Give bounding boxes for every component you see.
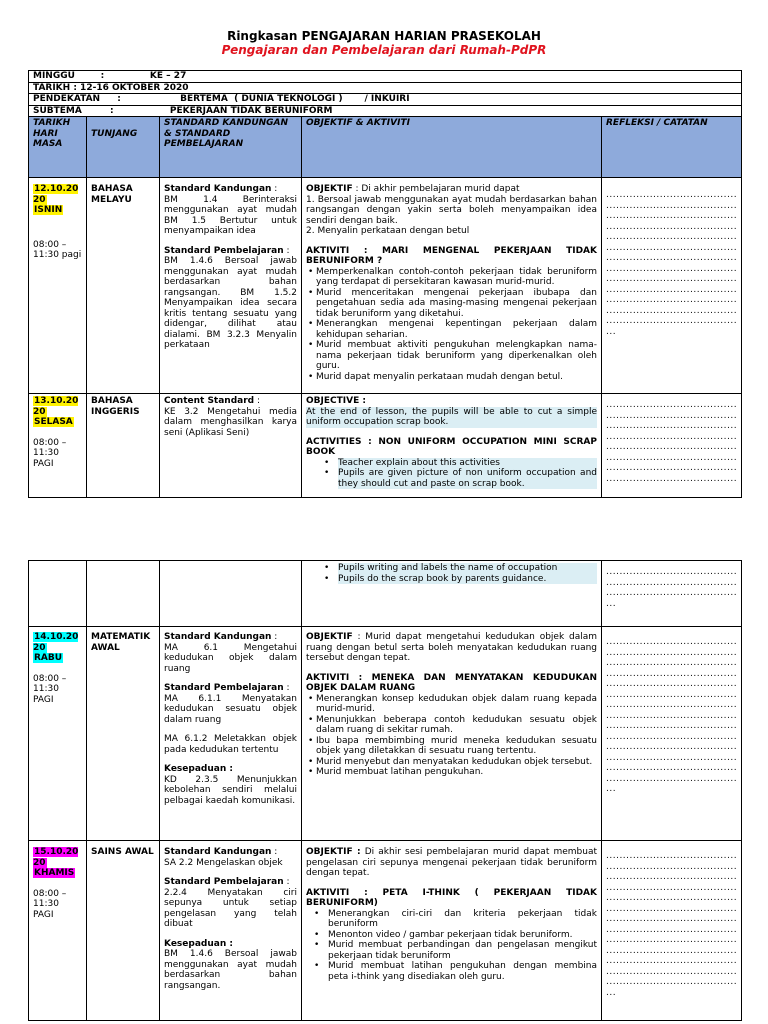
tunjang-cell: BAHASA MELAYU	[87, 178, 160, 394]
time-range: 08:00 – 11:30 pagi	[33, 239, 82, 260]
list-item: • Pupils writing and labels the name of occupation	[338, 563, 597, 574]
table-row	[29, 627, 742, 841]
page-subtitle: Pengajaran dan Pembelajaran dari Rumah-PdPR	[221, 43, 547, 57]
list-item: • Pupils do the scrap book by parents guidance.	[338, 574, 597, 585]
table-row	[29, 394, 742, 498]
date-highlight: 14.10.20 20	[33, 632, 79, 653]
header-refleksi: REFLEKSI / CATATAN	[602, 117, 742, 178]
standard-cell: Standard Kandungan : MA 6.1 Mengetahui kedudukan objek dalam ruang Standard Pembelajaran : MA 6.1.1 Menyatakan kedudukan sesuatu objek dalam ruang MA 6.1.2 Meletakkan objek pada kedudukan tertentu Kesepaduan : KD 2.3.5 Menunjukkan kebolehan sendiri melalui pelbagai kaedah komunikasi.	[160, 627, 302, 841]
objective-cell: OBJEKTIF : Di akhir pembelajaran murid dapat 1. Bersoal jawab menggunakan ayat mudah berdasarkan bahan rangsangan dengan yakin serta boleh menyampaikan idea sendiri dengan baik. 2. Menyalin perkataan dengan betul AKTIVITI : MARI MENGENAL PEKERJAAN TIDAK BERUNIFORM ? • Memperkenalkan contoh-contoh pekerjaan tidak beruniform yang terdapat di persekitaran kawasan murid-murid. • Murid menceritakan mengenai pekerjaan ibubapa dan pengetahuan sedia ada masing-masing mengenai pekerjaan tidak beruniform yang diketahui. • Menerangkan mengenai kepentingan pekerjaan dalam kehidupan seharian. • Murid membuat aktiviti pengukuhan melengkapkan nama-nama pekerjaan tidak beruniform yang diperkenalkan oleh guru. • Murid dapat menyalin perkataan mudah dengan betul.	[302, 178, 602, 394]
list-item: • Menunjukkan beberapa contoh kedudukan sesuatu objek dalam ruang di sekitar rumah.	[316, 715, 597, 736]
table-row	[29, 841, 742, 1021]
date-cell	[29, 394, 87, 498]
table-row	[29, 178, 742, 394]
list-item: • Menonton video / gambar pekerjaan tidak beruniform.	[328, 930, 597, 941]
lesson-table-page-1	[28, 70, 742, 498]
day-name: KHAMIS	[34, 868, 75, 878]
tunjang-cell: BAHASA INGGERIS	[87, 394, 160, 498]
date-highlight: 15.10.20 20	[33, 847, 79, 868]
info-minggu: MINGGU : KE – 27	[29, 71, 742, 83]
refleksi-cell: ....................................... ....................................... ....................................... ....................................... ....................................... ....................................... ....................................... ....................................... ....................................... ....................................... ....................................... ....................................... ....................................... ...	[602, 178, 742, 394]
objective-cell	[302, 561, 602, 627]
standard-cell: Standard Kandungan : BM 1.4 Berinteraksi menggunakan ayat mudah BM 1.5 Bertutur untuk menyampaikan idea Standard Pembelajaran : BM 1.4.6 Bersoal jawab menggunakan ayat mudah berdasarkan bahan rangsangan. BM 1.5.2 Menyampaikan idea secara kritis tentang sesuatu yang didengar, dilihat atau dialami. BM 3.2.3 Menyalin perkataan	[160, 178, 302, 394]
list-item: • Pupils are given picture of non uniform occupation and they should cut and paste on scrap book.	[338, 468, 597, 489]
date-cell	[29, 178, 87, 394]
lesson-table-page-2	[28, 560, 742, 1021]
list-item: • Menerangkan ciri-ciri dan kriteria pekerjaan tidak beruniform	[328, 909, 597, 930]
info-subtema: SUBTEMA : PEKERJAAN TIDAK BERUNIFORM	[29, 105, 742, 117]
day-name: ISNIN	[34, 205, 63, 215]
refleksi-cell: ....................................... ....................................... ....................................... ....................................... ....................................... ....................................... ....................................... ....................................... ....................................... ....................................... ....................................... ....................................... ....................................... ....................................... ...	[602, 627, 742, 841]
list-item: • Murid dapat menyalin perkataan mudah dengan betul.	[316, 372, 597, 383]
refleksi-cell: ....................................... ....................................... ....................................... ....................................... ....................................... ....................................... ....................................... ....................................... ....................................... ....................................... ....................................... ....................................... ....................................... ...	[602, 841, 742, 1021]
date-highlight: 12.10.20 20	[33, 184, 79, 205]
refleksi-cell: ....................................... ....................................... ....................................... ....................................... ....................................... ....................................... ....................................... .......................................	[602, 394, 742, 498]
objective-cell: OBJEKTIF : Murid dapat mengetahui kedudukan objek dalam ruang dengan betul serta boleh menyatakan kedudukan ruang tersebut dengan tepat. AKTIVITI : MENEKA DAN MENYATAKAN KEDUDUKAN OBJEK DALAM RUANG • Menerangkan konsep kedudukan objek dalam ruang kepada murid-murid. • Menunjukkan beberapa contoh kedudukan sesuatu objek dalam ruang di sekitar rumah. • Ibu bapa membimbing murid meneka kedudukan sesuatu objek yang diletakkan di sesuatu ruang tertentu. • Murid menyebut dan menyatakan kedudukan objek tersebut. • Murid membuat latihan pengukuhan.	[302, 627, 602, 841]
list-item: • Murid membuat latihan pengukuhan dengan membina peta i-think yang disediakan oleh guru.	[328, 961, 597, 982]
list-item: • Murid menyebut dan menyatakan kedudukan objek tersebut.	[316, 757, 597, 768]
tunjang-cell: SAINS AWAL	[87, 841, 160, 1021]
refleksi-cell: ....................................... ....................................... ....................................... ...	[602, 561, 742, 627]
list-item: • Menerangkan konsep kedudukan objek dalam ruang kepada murid-murid.	[316, 694, 597, 715]
header-standard: STANDARD KANDUNGAN & STANDARD PEMBELAJARAN	[160, 117, 302, 178]
list-item: • Menerangkan mengenai kepentingan pekerjaan dalam kehidupan seharian.	[316, 319, 597, 340]
info-tarikh: TARIKH : 12-16 OKTOBER 2020	[29, 82, 742, 94]
objective-cell: OBJECTIVE : At the end of lesson, the pupils will be able to cut a simple uniform occupation scrap book. ACTIVITIES : NON UNIFORM OCCUPATION MINI SCRAP BOOK • Teacher explain about this activities • Pupils are given picture of non uniform occupation and they should cut and paste on scrap book.	[302, 394, 602, 498]
header-tarikh: TARIKH HARI MASA	[29, 117, 87, 178]
list-item: • Murid menceritakan mengenai pekerjaan ibubapa dan pengetahuan sedia ada masing-masing mengenai pekerjaan tidak beruniform yang diketahui.	[316, 288, 597, 320]
info-pendekatan: PENDEKATAN : BERTEMA ( DUNIA TEKNOLOGI ) / INKUIRI	[29, 94, 742, 106]
header-objektif: OBJEKTIF & AKTIVITI	[302, 117, 602, 178]
tunjang-cell: MATEMATIK AWAL	[87, 627, 160, 841]
date-cell	[29, 841, 87, 1021]
objective-cell: OBJEKTIF : Di akhir sesi pembelajaran murid dapat membuat pengelasan ciri sepunya mengenai pekerjaan tidak beruniform dengan tepat. AKTIVITI : PETA I-THINK ( PEKERJAAN TIDAK BERUNIFORM) • Menerangkan ciri-ciri dan kriteria pekerjaan tidak beruniform • Menonton video / gambar pekerjaan tidak beruniform. • Murid membuat perbandingan dan pengelasan mengikut pekerjaan tidak beruniform • Murid membuat latihan pengukuhan dengan membina peta i-think yang disediakan oleh guru.	[302, 841, 602, 1021]
list-item: • Ibu bapa membimbing murid meneka kedudukan sesuatu objek yang diletakkan di sesuatu ruang tertentu.	[316, 736, 597, 757]
time-range: 08:00 – 11:30 PAGI	[33, 888, 67, 920]
header-tunjang: TUNJANG	[87, 117, 160, 178]
list-item: • Murid membuat perbandingan dan pengelasan mengikut pekerjaan tidak beruniform	[328, 940, 597, 961]
list-item: • Murid membuat latihan pengukuhan.	[316, 767, 597, 778]
standard-cell: Standard Kandungan : SA 2.2 Mengelaskan objek Standard Pembelajaran : 2.2.4 Menyatakan ciri sepunya untuk setiap pengelasan yang telah dibuat Kesepaduan : BM 1.4.6 Bersoal jawab menggunakan ayat mudah berdasarkan bahan rangsangan.	[160, 841, 302, 1021]
date-highlight: 13.10.20 20	[33, 396, 79, 417]
page-title: Ringkasan PENGAJARAN HARIAN PRASEKOLAH	[227, 29, 541, 43]
standard-cell: Content Standard : KE 3.2 Mengetahui media dalam menghasilkan karya seni (Aplikasi Seni)	[160, 394, 302, 498]
day-name: RABU	[34, 653, 63, 663]
time-range: 08:00 – 11:30 PAGI	[33, 437, 67, 469]
list-item: • Teacher explain about this activities	[338, 458, 597, 469]
list-item: • Memperkenalkan contoh-contoh pekerjaan tidak beruniform yang terdapat di persekitaran kawasan murid-murid.	[316, 267, 597, 288]
date-cell	[29, 627, 87, 841]
day-name: SELASA	[34, 417, 73, 427]
list-item: • Murid membuat aktiviti pengukuhan melengkapkan nama-nama pekerjaan tidak beruniform yang diperkenalkan oleh guru.	[316, 340, 597, 372]
table-row	[29, 561, 742, 627]
time-range: 08:00 – 11:30 PAGI	[33, 673, 67, 705]
